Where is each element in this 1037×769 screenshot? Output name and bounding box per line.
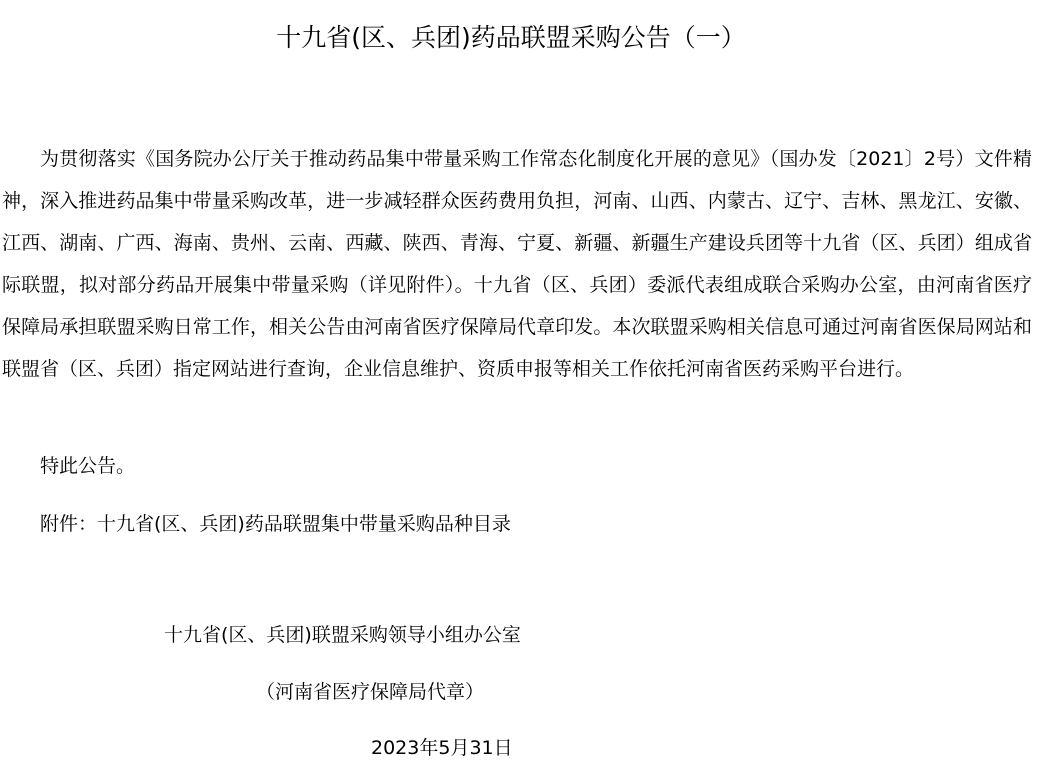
page-title: 十九省(区、兵团)药品联盟采购公告（一） <box>276 23 746 52</box>
attachment-line: 附件：十九省(区、兵团)药品联盟集中带量采购品种目录 <box>40 513 511 535</box>
signature-date: 2023年5月31日 <box>371 737 513 759</box>
closing-line: 特此公告。 <box>40 455 136 477</box>
signature-office: 十九省(区、兵团)联盟采购领导小组办公室 <box>164 624 521 646</box>
announcement-body: 为贯彻落实《国务院办公厅关于推动药品集中带量采购工作常态化制度化开展的意见》（国办发〔2021〕2号）文件精神，深入推进药品集中带量采购改革，进一步减轻群众医药费用负担，河南、山西、内蒙古、辽宁、吉林、黑龙江、安徽、江西、湖南、广西、海南、贵州、云南、西藏、陕西、青海、宁夏、新疆、新疆生产建设兵团等十九省（区、兵团）组成省际联盟，拟对部分药品开展集中带量采购（详见附件）。十九省（区、兵团）委派代表组成联合采购办公室，由河南省医疗保障局承担联盟采购日常工作，相关公告由河南省医疗保障局代章印发。本次联盟采购相关信息可通过河南省医保局网站和联盟省（区、兵团）指定网站进行查询，企业信息维护、资质申报等相关工作依托河南省医药采购平台进行。 <box>2 148 1032 380</box>
signature-seal: （河南省医疗保障局代章） <box>256 681 485 703</box>
